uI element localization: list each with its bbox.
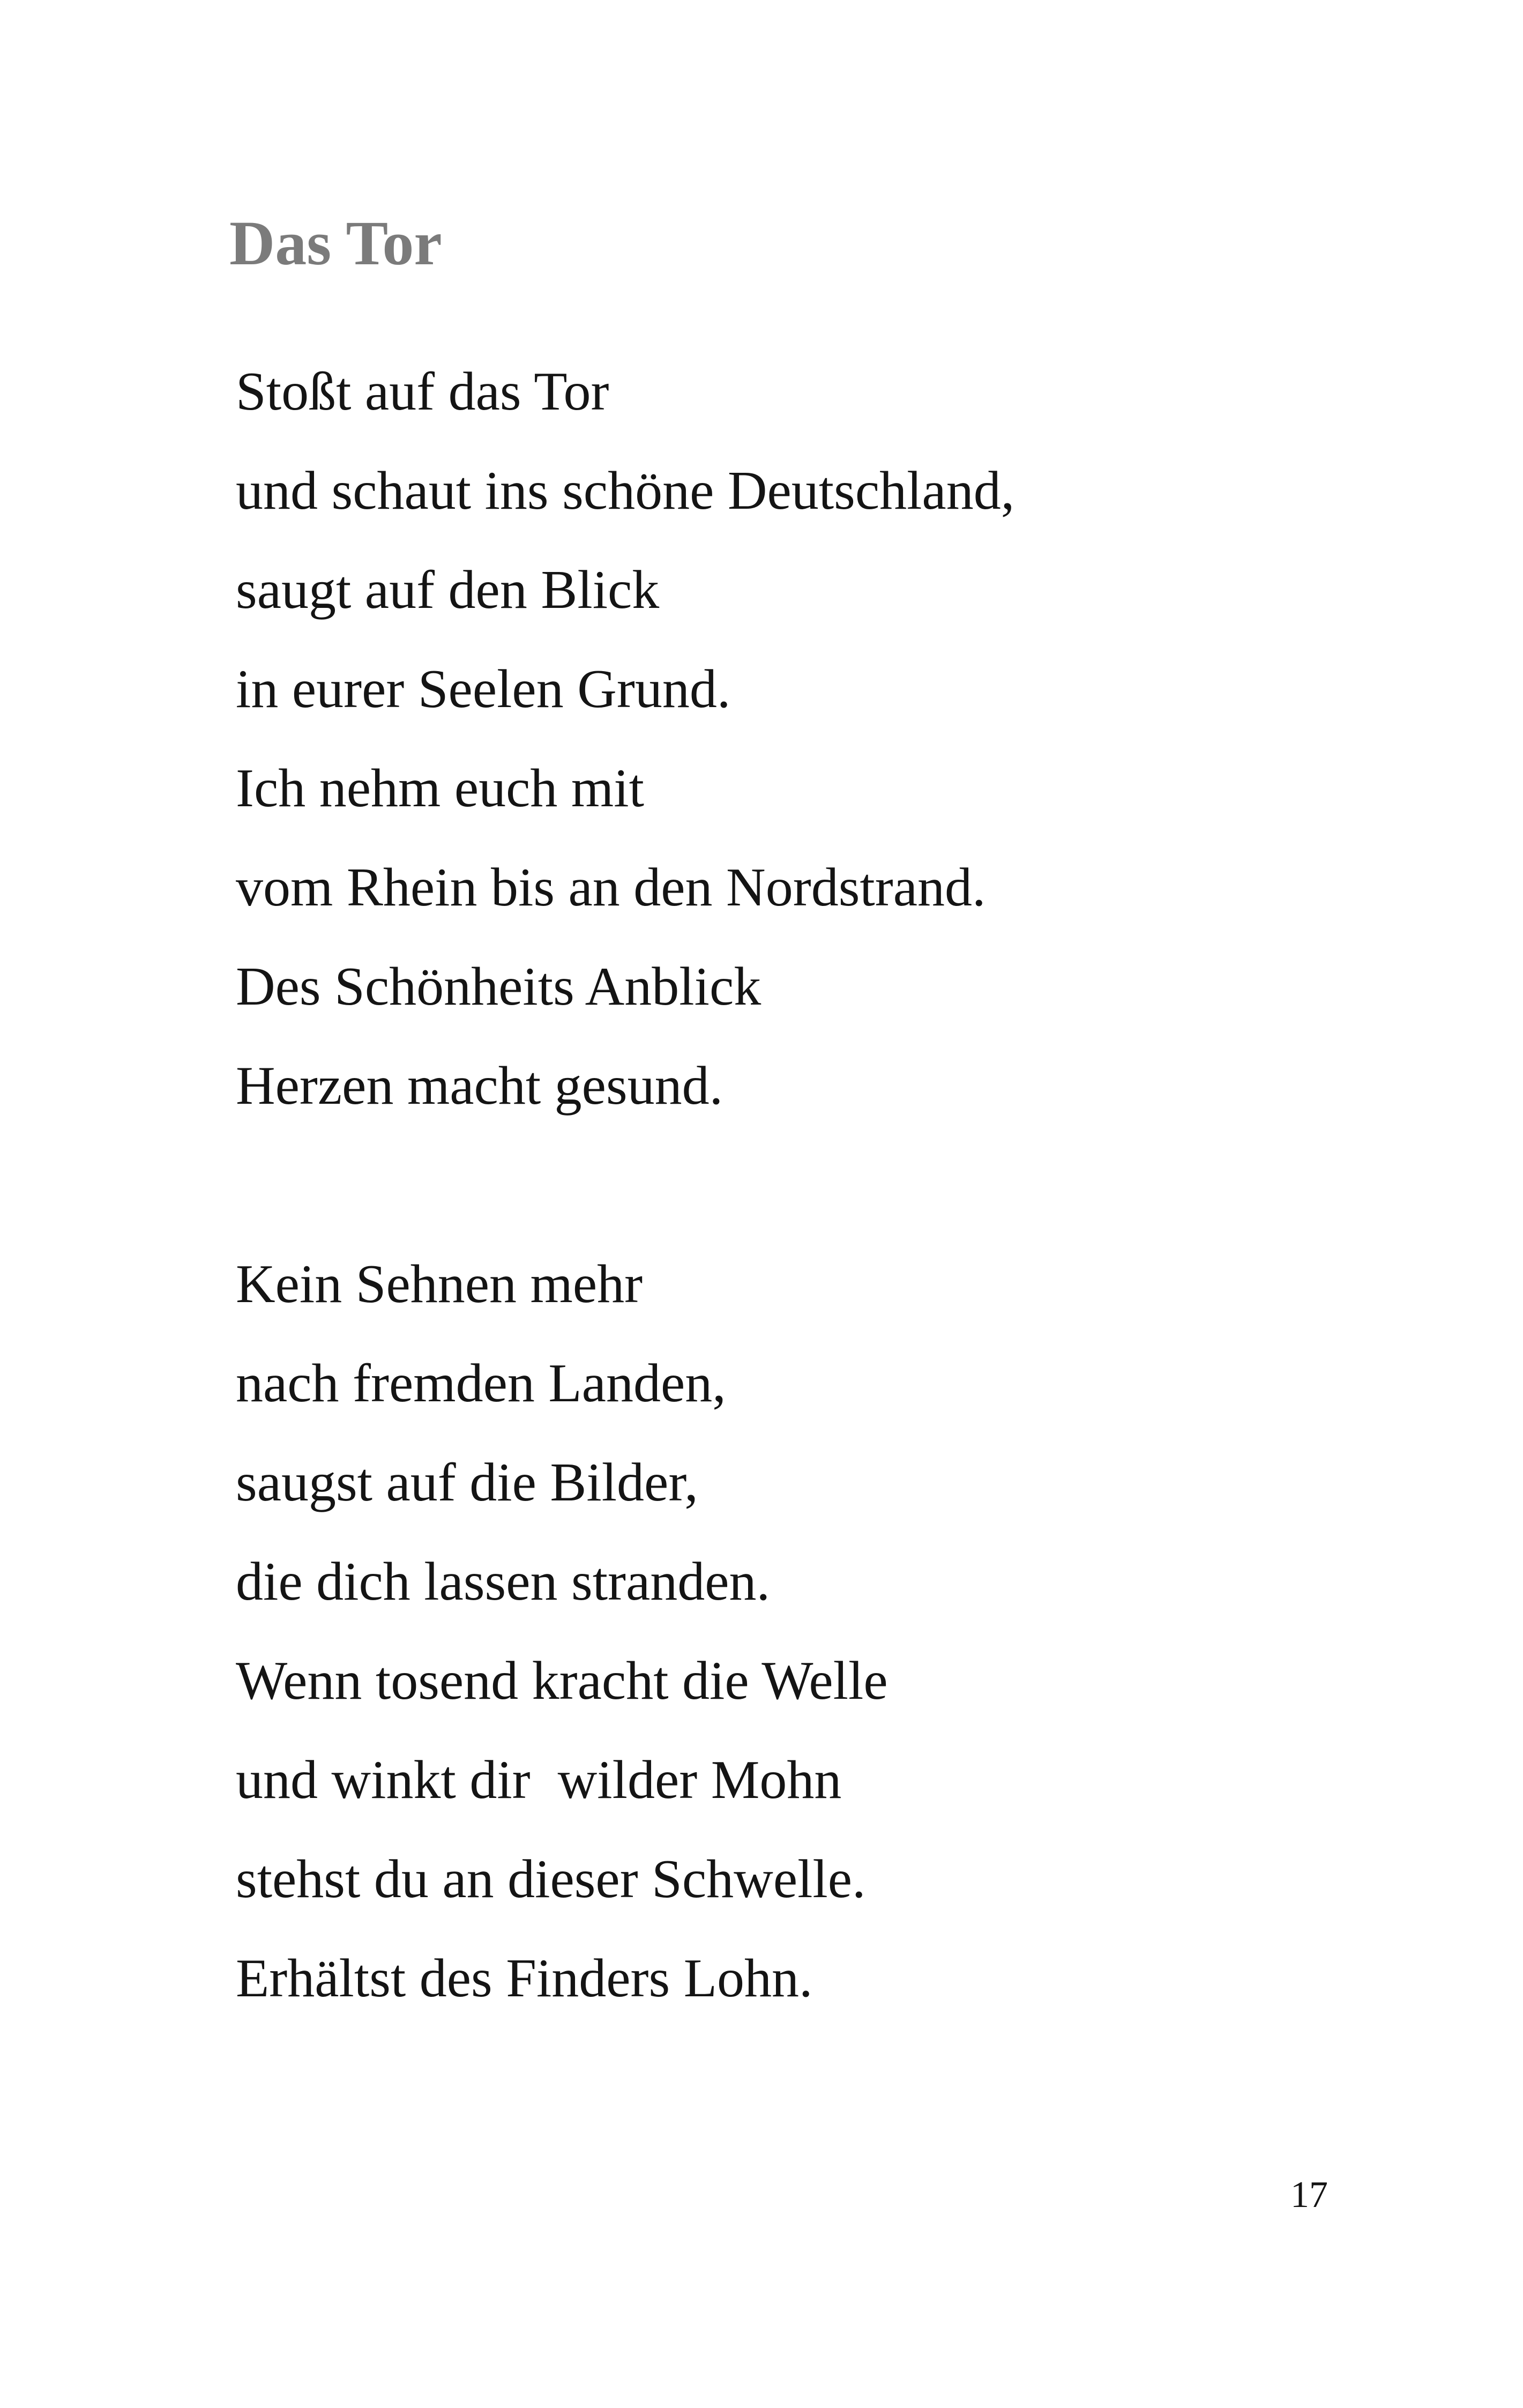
poem-line: Wenn tosend kracht die Welle <box>236 1651 888 1711</box>
poem-line: und schaut ins schöne Deutschland, <box>236 460 1015 521</box>
poem-line: stehst du an dieser Schwelle. <box>236 1849 866 1909</box>
stanza-1 <box>236 361 1015 1158</box>
poem-line: Des Schönheits Anblick <box>236 956 762 1017</box>
poem-line: Kein Sehnen mehr <box>236 1254 643 1314</box>
poem-line: saugt auf den Blick <box>236 560 660 620</box>
poem-title: Das Tor <box>229 208 442 278</box>
poem-line: saugst auf die Bilder, <box>236 1452 698 1513</box>
poem-line: nach fremden Landen, <box>236 1353 726 1414</box>
page-number: 17 <box>1290 2174 1328 2216</box>
poem-line: in eurer Seelen Grund. <box>236 659 731 719</box>
poem-line: Erhältst des Finders Lohn. <box>236 1948 813 2009</box>
poem-line: und winkt dir wilder Mohn <box>236 1750 842 1810</box>
poem-line: Herzen macht gesund. <box>236 1056 723 1116</box>
poem-line: vom Rhein bis an den Nordstrand. <box>236 857 986 918</box>
poem-line: Stoßt auf das Tor <box>236 361 609 422</box>
stanza-2 <box>236 1254 888 2050</box>
poem-line: die dich lassen stranden. <box>236 1551 771 1612</box>
poem-line: Ich nehm euch mit <box>236 758 644 819</box>
